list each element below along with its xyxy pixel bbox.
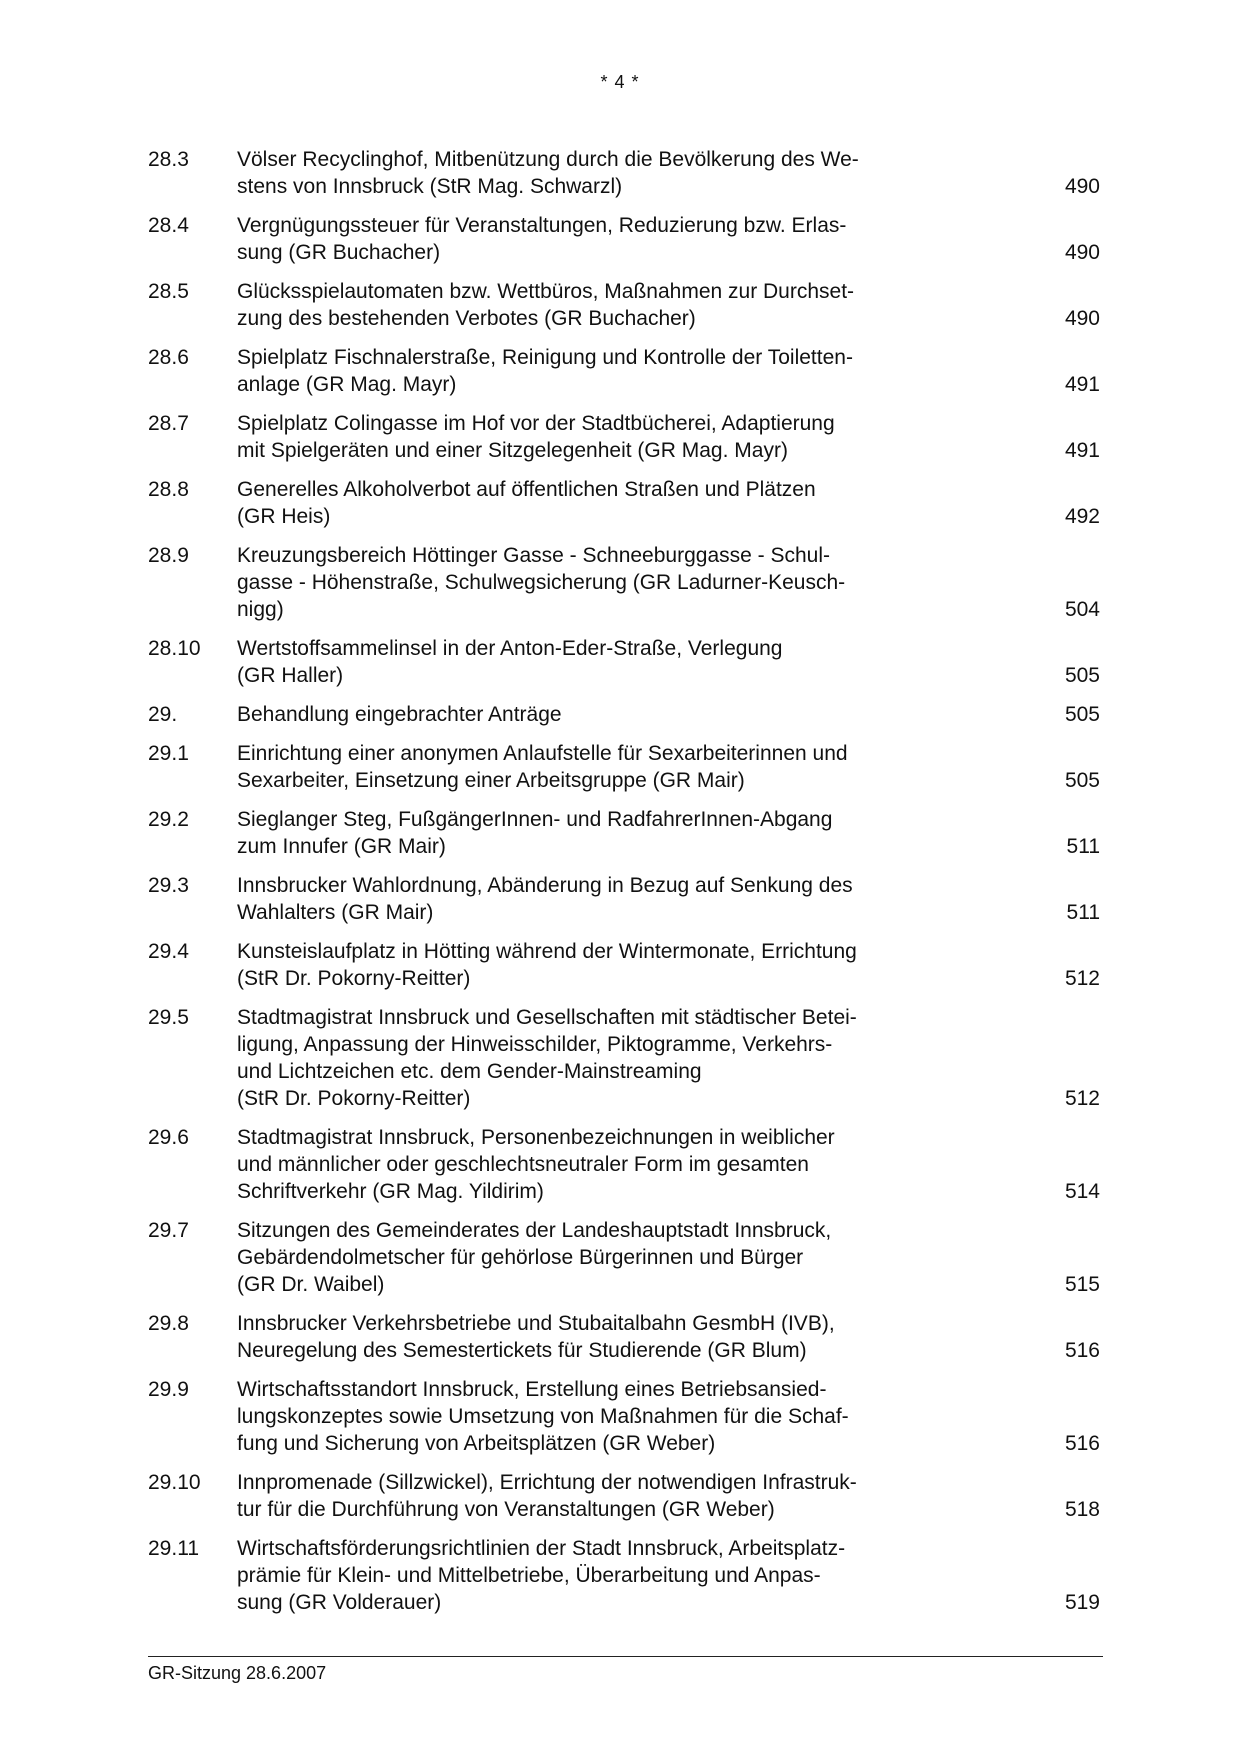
toc-entry <box>148 1310 1100 1364</box>
entry-page: 516 <box>1064 1432 1100 1455</box>
entry-title-line: zung des bestehenden Verbotes (GR Buchacher) <box>237 307 696 330</box>
entry-number: 28.4 <box>148 214 189 237</box>
entry-number: 29. <box>148 703 178 726</box>
entry-number: 29.9 <box>148 1378 189 1401</box>
entry-number: 28.3 <box>148 148 189 171</box>
entry-page: 519 <box>1064 1591 1100 1614</box>
footer-divider <box>148 1656 1103 1657</box>
entry-title-line: (GR Dr. Waibel) <box>237 1273 385 1296</box>
entry-title <box>237 1217 927 1298</box>
entry-title <box>237 1469 927 1523</box>
entry-number: 29.8 <box>148 1312 189 1335</box>
entry-title-line: Innsbrucker Wahlordnung, Abänderung in Bezug auf Senkung des <box>237 874 853 897</box>
entry-page: 491 <box>1064 439 1100 462</box>
entry-title-line: gasse - Höhenstraße, Schulwegsicherung (GR Ladurner-Keusch- <box>237 571 846 594</box>
entry-title-line: Generelles Alkoholverbot auf öffentlichen Straßen und Plätzen <box>237 478 816 501</box>
entry-title-line: Glücksspielautomaten bzw. Wettbüros, Maßnahmen zur Durchset- <box>237 280 855 303</box>
entry-title-line: Behandlung eingebrachter Anträge <box>237 703 562 726</box>
toc-entry <box>148 1124 1100 1205</box>
toc-entry <box>148 635 1100 689</box>
entry-title-line: Stadtmagistrat Innsbruck, Personenbezeichnungen in weiblicher <box>237 1126 835 1149</box>
entry-title <box>237 1004 927 1112</box>
entry-title-line: mit Spielgeräten und einer Sitzgelegenheit (GR Mag. Mayr) <box>237 439 788 462</box>
entry-title <box>237 410 927 464</box>
entry-title-line: Sexarbeiter, Einsetzung einer Arbeitsgruppe (GR Mair) <box>237 769 745 792</box>
toc-entry <box>148 701 1100 728</box>
entry-title-line: Kunsteislaufplatz in Hötting während der Wintermonate, Errichtung <box>237 940 857 963</box>
entry-title-line: fung und Sicherung von Arbeitsplätzen (GR Weber) <box>237 1432 716 1455</box>
entry-title-line: Vergnügungssteuer für Veranstaltungen, Reduzierung bzw. Erlas- <box>237 214 847 237</box>
entry-title <box>237 635 927 689</box>
entry-title-line: Einrichtung einer anonymen Anlaufstelle für Sexarbeiterinnen und <box>237 742 848 765</box>
entry-page: 490 <box>1064 307 1100 330</box>
toc-entry <box>148 1004 1100 1112</box>
entry-title-line: (StR Dr. Pokorny-Reitter) <box>237 967 471 990</box>
entry-page: 492 <box>1064 505 1100 528</box>
entry-title <box>237 344 927 398</box>
entry-title <box>237 1310 927 1364</box>
toc-entry <box>148 344 1100 398</box>
entry-page: 490 <box>1064 175 1100 198</box>
entry-page: 505 <box>1064 769 1100 792</box>
entry-title-line: ligung, Anpassung der Hinweisschilder, Piktogramme, Verkehrs- <box>237 1033 833 1056</box>
entry-title <box>237 476 927 530</box>
entry-title <box>237 146 927 200</box>
entry-title-line: Neuregelung des Semestertickets für Studierende (GR Blum) <box>237 1339 807 1362</box>
entry-title-line: prämie für Klein- und Mittelbetriebe, Überarbeitung und Anpas- <box>237 1564 821 1587</box>
entry-title-line: Innpromenade (Sillzwickel), Errichtung der notwendigen Infrastruk- <box>237 1471 857 1494</box>
entry-number: 29.3 <box>148 874 189 897</box>
entry-page: 491 <box>1064 373 1100 396</box>
entry-title-line: Sitzungen des Gemeinderates der Landeshauptstadt Innsbruck, <box>237 1219 832 1242</box>
entry-number: 28.9 <box>148 544 189 567</box>
entry-title <box>237 740 927 794</box>
entry-page: 511 <box>1066 901 1100 924</box>
entry-page: 511 <box>1066 835 1100 858</box>
entry-title-line: Wertstoffsammelinsel in der Anton-Eder-Straße, Verlegung <box>237 637 783 660</box>
entry-title <box>237 872 927 926</box>
entry-title-line: tur für die Durchführung von Veranstaltungen (GR Weber) <box>237 1498 775 1521</box>
entry-number: 29.1 <box>148 742 189 765</box>
entry-title-line: (StR Dr. Pokorny-Reitter) <box>237 1087 471 1110</box>
entry-number: 28.6 <box>148 346 189 369</box>
entry-number: 29.10 <box>148 1471 201 1494</box>
entry-title <box>237 212 927 266</box>
entry-number: 29.11 <box>148 1537 199 1560</box>
entry-title-line: (GR Heis) <box>237 505 331 528</box>
entry-page: 505 <box>1064 664 1100 687</box>
toc-entry <box>148 806 1100 860</box>
entry-number: 28.10 <box>148 637 201 660</box>
entry-title-line: und Lichtzeichen etc. dem Gender-Mainstreaming <box>237 1060 702 1083</box>
entry-page: 514 <box>1064 1180 1100 1203</box>
entry-title-line: Wirtschaftsförderungsrichtlinien der Stadt Innsbruck, Arbeitsplatz- <box>237 1537 846 1560</box>
entry-title-line: Innsbrucker Verkehrsbetriebe und Stubaitalbahn GesmbH (IVB), <box>237 1312 835 1335</box>
toc-entry <box>148 476 1100 530</box>
entry-number: 29.2 <box>148 808 189 831</box>
entry-title-line: sung (GR Volderauer) <box>237 1591 442 1614</box>
entry-title-line: lungskonzeptes sowie Umsetzung von Maßnahmen für die Schaf- <box>237 1405 849 1428</box>
entry-title-line: Spielplatz Fischnalerstraße, Reinigung und Kontrolle der Toiletten- <box>237 346 853 369</box>
toc-entry <box>148 1535 1100 1616</box>
toc-entry <box>148 146 1100 200</box>
entry-title-line: (GR Haller) <box>237 664 344 687</box>
entry-title <box>237 542 927 623</box>
entry-title <box>237 938 927 992</box>
entry-title-line: stens von Innsbruck (StR Mag. Schwarzl) <box>237 175 623 198</box>
entry-title-line: Sieglanger Steg, FußgängerInnen- und RadfahrerInnen-Abgang <box>237 808 833 831</box>
entry-page: 515 <box>1064 1273 1100 1296</box>
entry-title-line: Wirtschaftsstandort Innsbruck, Erstellung eines Betriebsansied- <box>237 1378 827 1401</box>
toc-entry <box>148 938 1100 992</box>
toc-entry <box>148 278 1100 332</box>
entry-title-line: sung (GR Buchacher) <box>237 241 441 264</box>
entry-number: 28.5 <box>148 280 189 303</box>
entry-page: 512 <box>1064 967 1100 990</box>
entry-number: 29.5 <box>148 1006 189 1029</box>
entry-page: 504 <box>1064 598 1100 621</box>
entry-title-line: Gebärdendolmetscher für gehörlose Bürgerinnen und Bürger <box>237 1246 804 1269</box>
page-number: * 4 * <box>600 72 640 92</box>
toc-entry <box>148 212 1100 266</box>
entry-title <box>237 806 927 860</box>
entry-number: 29.4 <box>148 940 189 963</box>
toc-entry <box>148 872 1100 926</box>
entry-number: 28.8 <box>148 478 189 501</box>
entry-title-line: Völser Recyclinghof, Mitbenützung durch die Bevölkerung des We- <box>237 148 859 171</box>
entry-page: 518 <box>1064 1498 1100 1521</box>
toc-entry <box>148 1469 1100 1523</box>
entry-title-line: und männlicher oder geschlechtsneutraler Form im gesamten <box>237 1153 809 1176</box>
entry-title-line: Stadtmagistrat Innsbruck und Gesellschaften mit städtischer Betei- <box>237 1006 857 1029</box>
entry-title-line: Wahlalters (GR Mair) <box>237 901 434 924</box>
entry-number: 29.7 <box>148 1219 189 1242</box>
entry-page: 505 <box>1064 703 1100 726</box>
entry-title <box>237 1376 927 1457</box>
entry-title-line: anlage (GR Mag. Mayr) <box>237 373 457 396</box>
entry-title <box>237 1535 927 1616</box>
entry-title <box>237 1124 927 1205</box>
toc-entry <box>148 740 1100 794</box>
footer-text: GR-Sitzung 28.6.2007 <box>148 1663 327 1683</box>
entry-title <box>237 278 927 332</box>
entry-title <box>237 701 927 728</box>
toc-entry <box>148 1376 1100 1457</box>
entry-number: 29.6 <box>148 1126 189 1149</box>
entry-title-line: nigg) <box>237 598 284 621</box>
entry-title-line: Kreuzungsbereich Höttinger Gasse - Schneeburggasse - Schul- <box>237 544 830 567</box>
entry-title-line: Schriftverkehr (GR Mag. Yildirim) <box>237 1180 544 1203</box>
entry-page: 512 <box>1064 1087 1100 1110</box>
entry-title-line: Spielplatz Colingasse im Hof vor der Stadtbücherei, Adaptierung <box>237 412 835 435</box>
entry-title-line: zum Innufer (GR Mair) <box>237 835 446 858</box>
table-of-contents <box>148 146 1100 1628</box>
toc-entry <box>148 410 1100 464</box>
toc-entry <box>148 542 1100 623</box>
entry-page: 490 <box>1064 241 1100 264</box>
entry-number: 28.7 <box>148 412 189 435</box>
entry-page: 516 <box>1064 1339 1100 1362</box>
toc-entry <box>148 1217 1100 1298</box>
